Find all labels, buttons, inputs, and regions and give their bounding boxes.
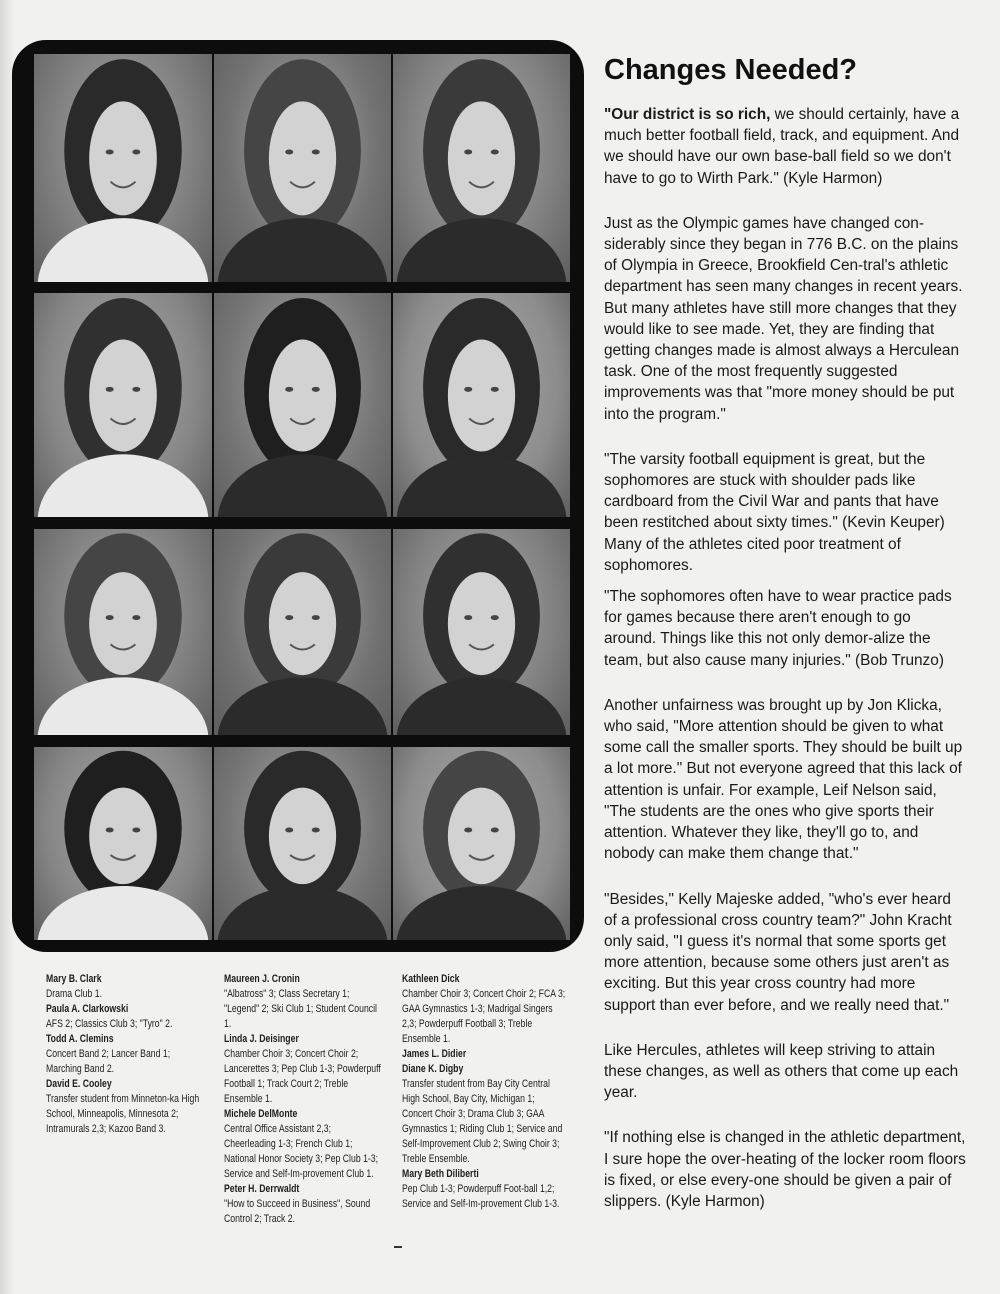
- student-name: David E. Cooley: [46, 1078, 112, 1090]
- portrait-photo: [34, 54, 212, 282]
- portrait-photo: [393, 293, 570, 517]
- article-paragraph-4: "The sophomores often have to wear practice pads for games because there aren't enough to go around. Things like this not only demor-alize the team, but also cause many injuries." (Bob Trunzo): [604, 588, 952, 669]
- portrait-photo: [34, 529, 212, 735]
- portrait-silhouette: [214, 747, 391, 940]
- student-name: Mary B. Clark: [46, 973, 102, 985]
- student-activities: Transfer student from Bay City Central High School, Bay City, Michigan 1; Concert Choir 3; Drama Club 3; GAA Gymnastics 1; Riding Club 1; Service and Self-Improvement Club 2; Swing Choir 3; Treble Ensemble.: [402, 1078, 563, 1165]
- article-paragraph-5: Another unfairness was brought up by Jon Klicka, who said, "More attention should be given to what some call the smaller sports. They should be built up a lot more." But not everyone agreed that this lack of attention is unfair. For example, Leif Nelson said, "The students are the ones who give sports their attention. Whatever they like, they'll go to, and nobody can make them change that.": [604, 696, 963, 863]
- portrait-photo: [214, 747, 391, 940]
- portrait-photo-frame: [12, 40, 584, 952]
- portrait-photo: [34, 293, 212, 517]
- article-paragraph-2: Just as the Olympic games have changed con-siderably since they began in 776 B.C. on the plains of Olympia in Greece, Brookfield Cen-tral's athletic department has seen many changes in recent years. But many athletes have still more changes that they would like to see made. Yet, they are finding that getting changes made is almost always a Herculean task. One of the most frequently suggested improvements was that "more money should be put into the program.": [604, 214, 963, 423]
- caption-column-3: [402, 972, 567, 1212]
- student-activities: AFS 2; Classics Club 3; "Tyro" 2.: [46, 1018, 173, 1030]
- student-activities: Chamber Choir 3; Concert Choir 2; Lancerettes 3; Pep Club 1-3; Powderpuff Football 1; Track Court 2; Treble Ensemble 1.: [224, 1048, 381, 1105]
- student-name: Kathleen Dick: [402, 973, 460, 985]
- student-name: Linda J. Deisinger: [224, 1033, 299, 1045]
- portrait-photo: [214, 293, 391, 517]
- student-activities: Transfer student from Minneton-ka High School, Minneapolis, Minnesota 2; Intramurals 2,3; Kazoo Band 3.: [46, 1093, 200, 1135]
- article-paragraph-3: "The varsity football equipment is great, but the sophomores are stuck with shoulder pads like cardboard from the Civil War and pants that have been restitched about sixty times." (Kevin Keuper) Many of the athletes cited poor treatment of sophomores.: [604, 450, 945, 574]
- portrait-photo: [393, 747, 570, 940]
- article-paragraph-7: Like Hercules, athletes will keep striving to attain these changes, as well as others that come up each year.: [604, 1041, 959, 1102]
- lead-quote: "Our district is so rich,: [604, 106, 771, 123]
- student-name: Todd A. Clemins: [46, 1033, 114, 1045]
- student-name: Mary Beth Diliberti: [402, 1168, 479, 1180]
- student-name: Diane K. Digby: [402, 1063, 464, 1075]
- student-activities: Pep Club 1-3; Powderpuff Foot-ball 1,2; Service and Self-Im-provement Club 1-3.: [402, 1183, 560, 1210]
- portrait-silhouette: [34, 747, 212, 940]
- portrait-silhouette: [393, 529, 570, 735]
- student-name: Paula A. Clarkowski: [46, 1003, 129, 1015]
- student-activities: Drama Club 1.: [46, 988, 103, 1000]
- portrait-photo: [393, 529, 570, 735]
- portrait-silhouette: [393, 293, 570, 517]
- portrait-silhouette: [393, 747, 570, 940]
- student-name: Peter H. Derrwaldt: [224, 1183, 300, 1195]
- portrait-photo: [34, 747, 212, 940]
- article-body: [604, 104, 966, 1236]
- portrait-photo: [214, 529, 391, 735]
- page-mark: [394, 1246, 402, 1248]
- portrait-silhouette: [214, 54, 391, 282]
- portrait-silhouette: [34, 293, 212, 517]
- portrait-photo: [393, 54, 570, 282]
- student-name: Maureen J. Cronin: [224, 973, 300, 985]
- student-activities: Central Office Assistant 2,3; Cheerleading 1-3; French Club 1; National Honor Society 3; Pep Club 1-3; Service and Self-Im-provement Club 1.: [224, 1123, 379, 1180]
- student-activities: Concert Band 2; Lancer Band 1; Marching Band 2.: [46, 1048, 171, 1075]
- portrait-silhouette: [34, 54, 212, 282]
- article-paragraph-8: "If nothing else is changed in the athletic department, I sure hope the over-heating of the locker room floors is fixed, or else every-one should be given a pair of slippers. (Kyle Harmon): [604, 1129, 966, 1210]
- student-activities: "How to Succeed in Business", Sound Control 2; Track 2.: [224, 1198, 371, 1225]
- portrait-photo: [214, 54, 391, 282]
- student-activities: "Albatross" 3; Class Secretary 1; "Legend" 2; Ski Club 1; Student Council 1.: [224, 988, 377, 1030]
- portrait-silhouette: [34, 529, 212, 735]
- article-paragraph-1: [604, 104, 966, 189]
- caption-column-1: [46, 972, 206, 1137]
- article-paragraph-6: "Besides," Kelly Majeske added, "who's ever heard of a professional cross country team?" John Kracht only said, "I guess it's normal that some sports get more attention, because some others just aren't as exciting. But this year cross country had more support than ever before, and we really need that.": [604, 890, 952, 1014]
- portrait-silhouette: [214, 529, 391, 735]
- article-headline: Changes Needed?: [604, 54, 857, 86]
- caption-column-2: [224, 972, 384, 1227]
- portrait-silhouette: [393, 54, 570, 282]
- student-name: James L. Didier: [402, 1048, 467, 1060]
- paragraph-text: we should certainly, have a much better football field, track, and equipment. And we should have our own base-ball field so we don't have to go to Wirth Park." (Kyle Harmon): [604, 106, 960, 187]
- student-activities: Chamber Choir 3; Concert Choir 2; FCA 3; GAA Gymnastics 1-3; Madrigal Singers 2,3; Powderpuff Football 3; Treble Ensemble 1.: [402, 988, 566, 1045]
- student-name: Michele DelMonte: [224, 1108, 298, 1120]
- portrait-silhouette: [214, 293, 391, 517]
